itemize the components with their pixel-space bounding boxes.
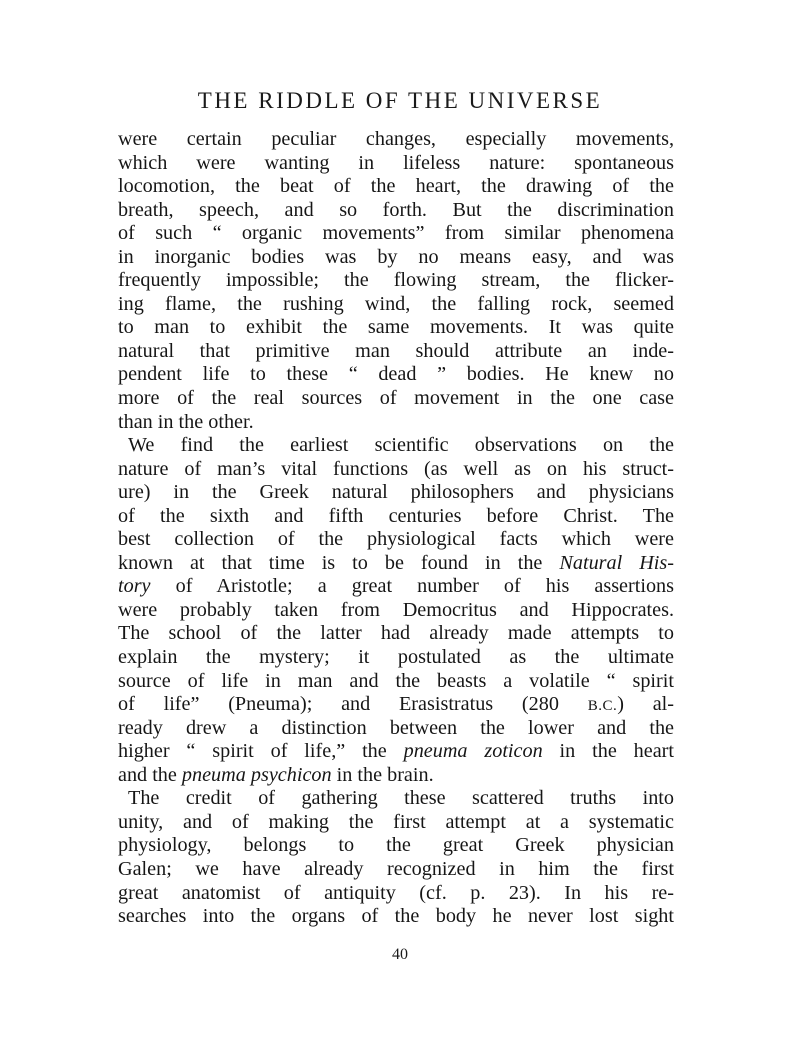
text-line: [118, 552, 674, 576]
text-segment: in the brain.: [331, 763, 434, 786]
body-text: [118, 128, 674, 929]
text-line: [118, 740, 674, 764]
text-line: The school of the latter had already made attempts to: [118, 622, 674, 645]
text-segment: ) al-: [617, 693, 674, 716]
text-line: searches into the organs of the body he never lost sight: [118, 905, 674, 928]
text-line: physiology, belongs to the great Greek physician: [118, 834, 674, 857]
text-line: to man to exhibit the same movements. It was quite: [118, 316, 674, 339]
text-line: We find the earliest scientific observations on the: [128, 434, 674, 457]
text-line: than in the other.: [118, 410, 254, 433]
text-line: [118, 764, 674, 788]
text-line: [118, 575, 674, 599]
text-line: which were wanting in lifeless nature: spontaneous: [118, 151, 674, 174]
era-abbreviation: B.C.: [587, 698, 618, 715]
text-line: unity, and of making the first attempt at a systematic: [118, 810, 674, 833]
text-line: frequently impossible; the flowing stream, the flicker-: [118, 269, 674, 292]
text-line: of such “ organic movements” from similar phenomena: [118, 222, 674, 245]
text-segment: of Aristotle; a great number of his assertions: [150, 575, 674, 598]
text-line: in inorganic bodies was by no means easy, and was: [118, 245, 674, 268]
text-line: explain the mystery; it postulated as the ultimate: [118, 646, 674, 669]
paragraph-3: [118, 787, 674, 928]
page-number: 40: [392, 946, 408, 963]
text-line: were certain peculiar changes, especially movements,: [118, 128, 674, 150]
italic-term: pneuma zoticon: [403, 740, 543, 763]
text-line: best collection of the physiological facts which were: [118, 528, 674, 551]
running-head: THE RIDDLE OF THE UNIVERSE: [197, 88, 603, 113]
text-line: locomotion, the beat of the heart, the drawing of the: [118, 175, 674, 198]
text-line: breath, speech, and so forth. But the discrimination: [118, 198, 674, 221]
text-line: The credit of gathering these scattered truths into: [128, 787, 674, 810]
text-line: more of the real sources of movement in the one case: [118, 387, 674, 410]
text-segment: and the: [118, 763, 182, 786]
text-line: nature of man’s vital functions (as well as on his struct-: [118, 457, 674, 480]
text-line: pendent life to these “ dead ” bodies. He knew no: [118, 363, 674, 386]
text-line: Galen; we have already recognized in him the first: [118, 857, 674, 880]
italic-title: Natural His-: [559, 551, 674, 574]
text-line: ure) in the Greek natural philosophers and physicians: [118, 481, 674, 504]
text-line: great anatomist of antiquity (cf. p. 23). In his re-: [118, 881, 674, 904]
paragraph-2: [118, 434, 674, 787]
paragraph-1: [118, 128, 674, 434]
italic-term: pneuma psychicon: [181, 763, 332, 786]
italic-title: tory: [118, 575, 151, 598]
text-segment: in the heart: [542, 740, 674, 763]
text-line: source of life in man and the beasts a volatile “ spirit: [118, 669, 674, 692]
text-line: [118, 693, 674, 717]
text-line: were probably taken from Democritus and Hippocrates.: [118, 598, 674, 621]
text-segment: of life” (Pneuma); and Erasistratus (280: [118, 693, 588, 716]
text-segment: higher “ spirit of life,” the: [118, 740, 404, 763]
text-line: natural that primitive man should attribute an inde-: [118, 339, 674, 362]
text-line: ready drew a distinction between the lower and the: [118, 716, 674, 739]
text-line: of the sixth and fifth centuries before Christ. The: [118, 504, 674, 527]
text-line: ing flame, the rushing wind, the falling rock, seemed: [118, 292, 674, 315]
text-segment: known at that time is to be found in the: [118, 551, 560, 574]
